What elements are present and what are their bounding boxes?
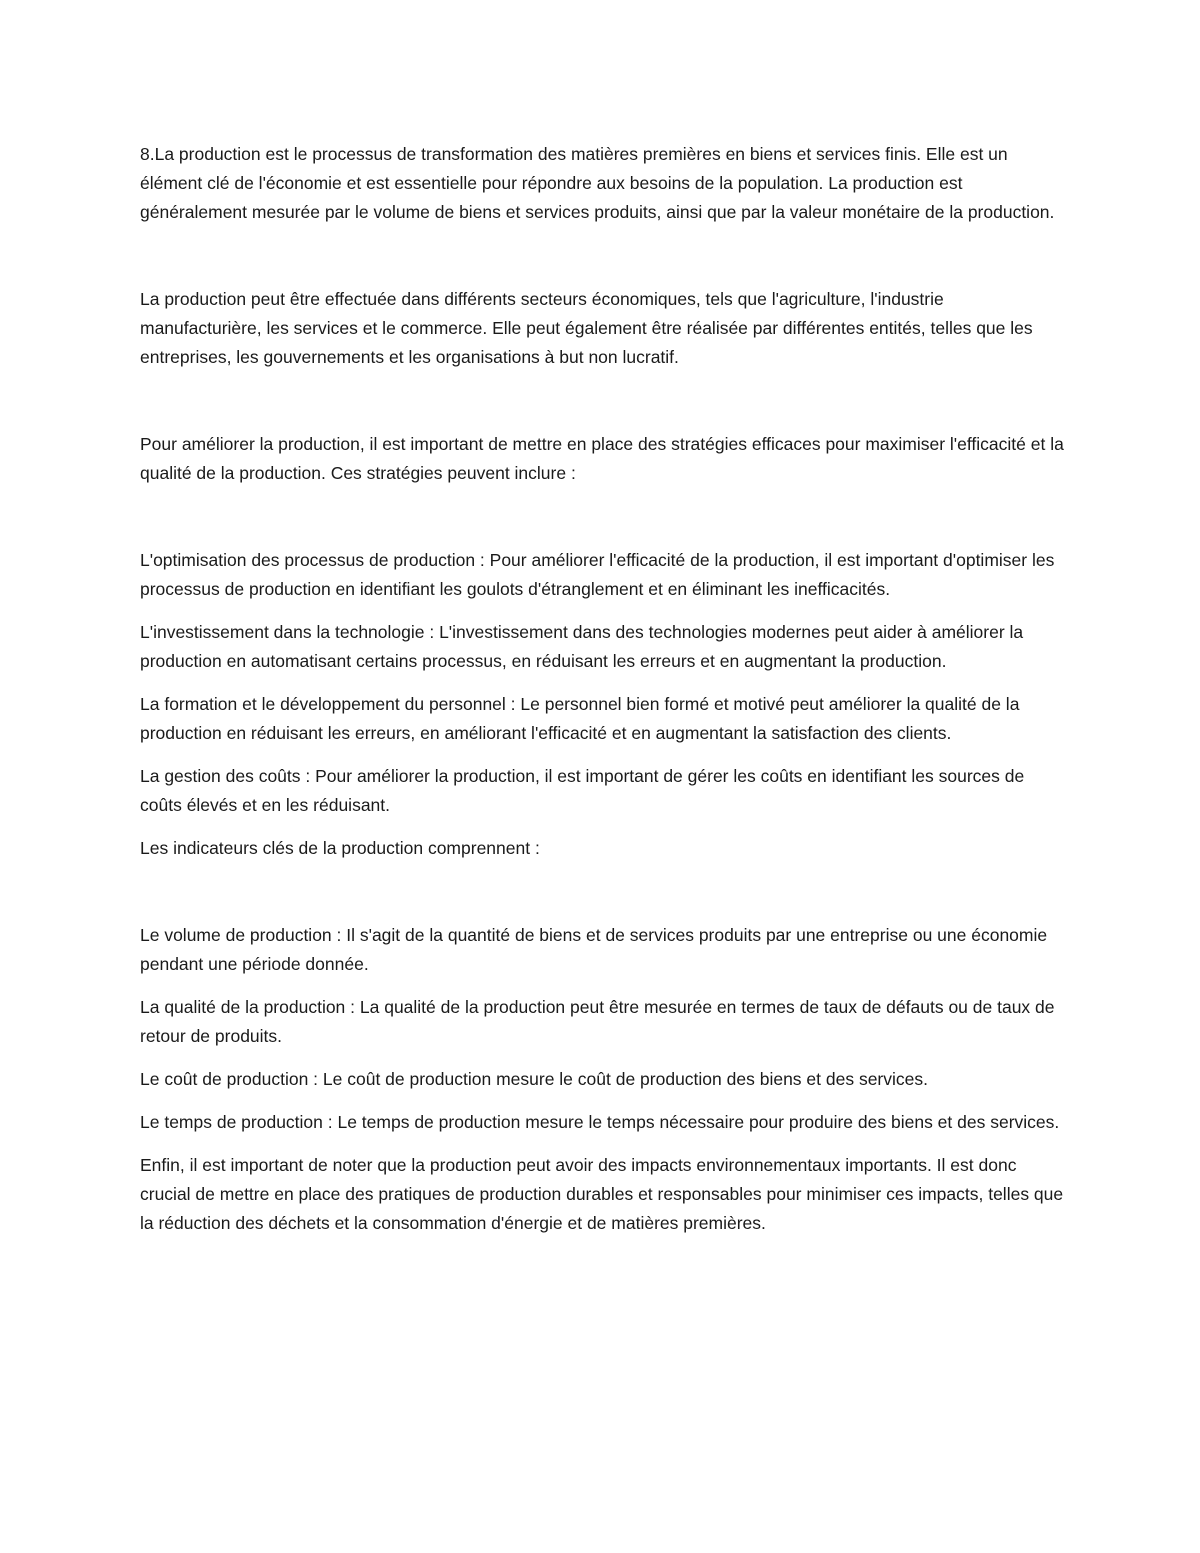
paragraph-indicators-intro: Les indicateurs clés de la production comprennent : xyxy=(140,838,540,858)
document-body xyxy=(140,140,1065,1238)
paragraph-strategy-technology: L'investissement dans la technologie : L'investissement dans des technologies modernes peut aider à améliorer la production en automatisant certains processus, en réduisant les erreurs et en augmentant la production. xyxy=(140,622,1024,671)
paragraph-indicator-quality: La qualité de la production : La qualité de la production peut être mesurée en termes de taux de défauts ou de taux de retour de produits. xyxy=(140,997,1055,1046)
paragraph-indicator-cost: Le coût de production : Le coût de production mesure le coût de production des biens et des services. xyxy=(140,1069,928,1089)
paragraph-production-sectors: La production peut être effectuée dans différents secteurs économiques, tels que l'agriculture, l'industrie manufacturière, les services et le commerce. Elle peut également être réalisée par différentes entités, telles que les entreprises, les gouvernements et les organisations à but non lucratif. xyxy=(140,289,1033,367)
paragraph-strategy-training: La formation et le développement du personnel : Le personnel bien formé et motivé peut améliorer la qualité de la production en réduisant les erreurs, en améliorant l'efficacité et en augmentant la satisfaction des clients. xyxy=(140,694,1020,743)
paragraph-indicator-volume: Le volume de production : Il s'agit de la quantité de biens et de services produits par une entreprise ou une économie pendant une période donnée. xyxy=(140,925,1048,974)
paragraph-indicator-time: Le temps de production : Le temps de production mesure le temps nécessaire pour produire des biens et des services. xyxy=(140,1112,1060,1132)
paragraph-strategies-intro: Pour améliorer la production, il est important de mettre en place des stratégies efficaces pour maximiser l'efficacité et la qualité de la production. Ces stratégies peuvent inclure : xyxy=(140,434,1064,483)
paragraph-strategy-costs: La gestion des coûts : Pour améliorer la production, il est important de gérer les coûts en identifiant les sources de coûts élevés et en les réduisant. xyxy=(140,766,1025,815)
paragraph-production-definition: 8.La production est le processus de transformation des matières premières en biens et services finis. Elle est un élément clé de l'économie et est essentielle pour répondre aux besoins de la population. La production est généralement mesurée par le volume de biens et services produits, ainsi que par la valeur monétaire de la production. xyxy=(140,144,1055,222)
paragraph-conclusion: Enfin, il est important de noter que la production peut avoir des impacts environnementaux importants. Il est donc crucial de mettre en place des pratiques de production durables et responsables pour minimiser ces impacts, telles que la réduction des déchets et la consommation d'énergie et de matières premières. xyxy=(140,1155,1064,1233)
paragraph-strategy-optimisation: L'optimisation des processus de production : Pour améliorer l'efficacité de la production, il est important d'optimiser les processus de production en identifiant les goulots d'étranglement et en éliminant les inefficacités. xyxy=(140,550,1055,599)
